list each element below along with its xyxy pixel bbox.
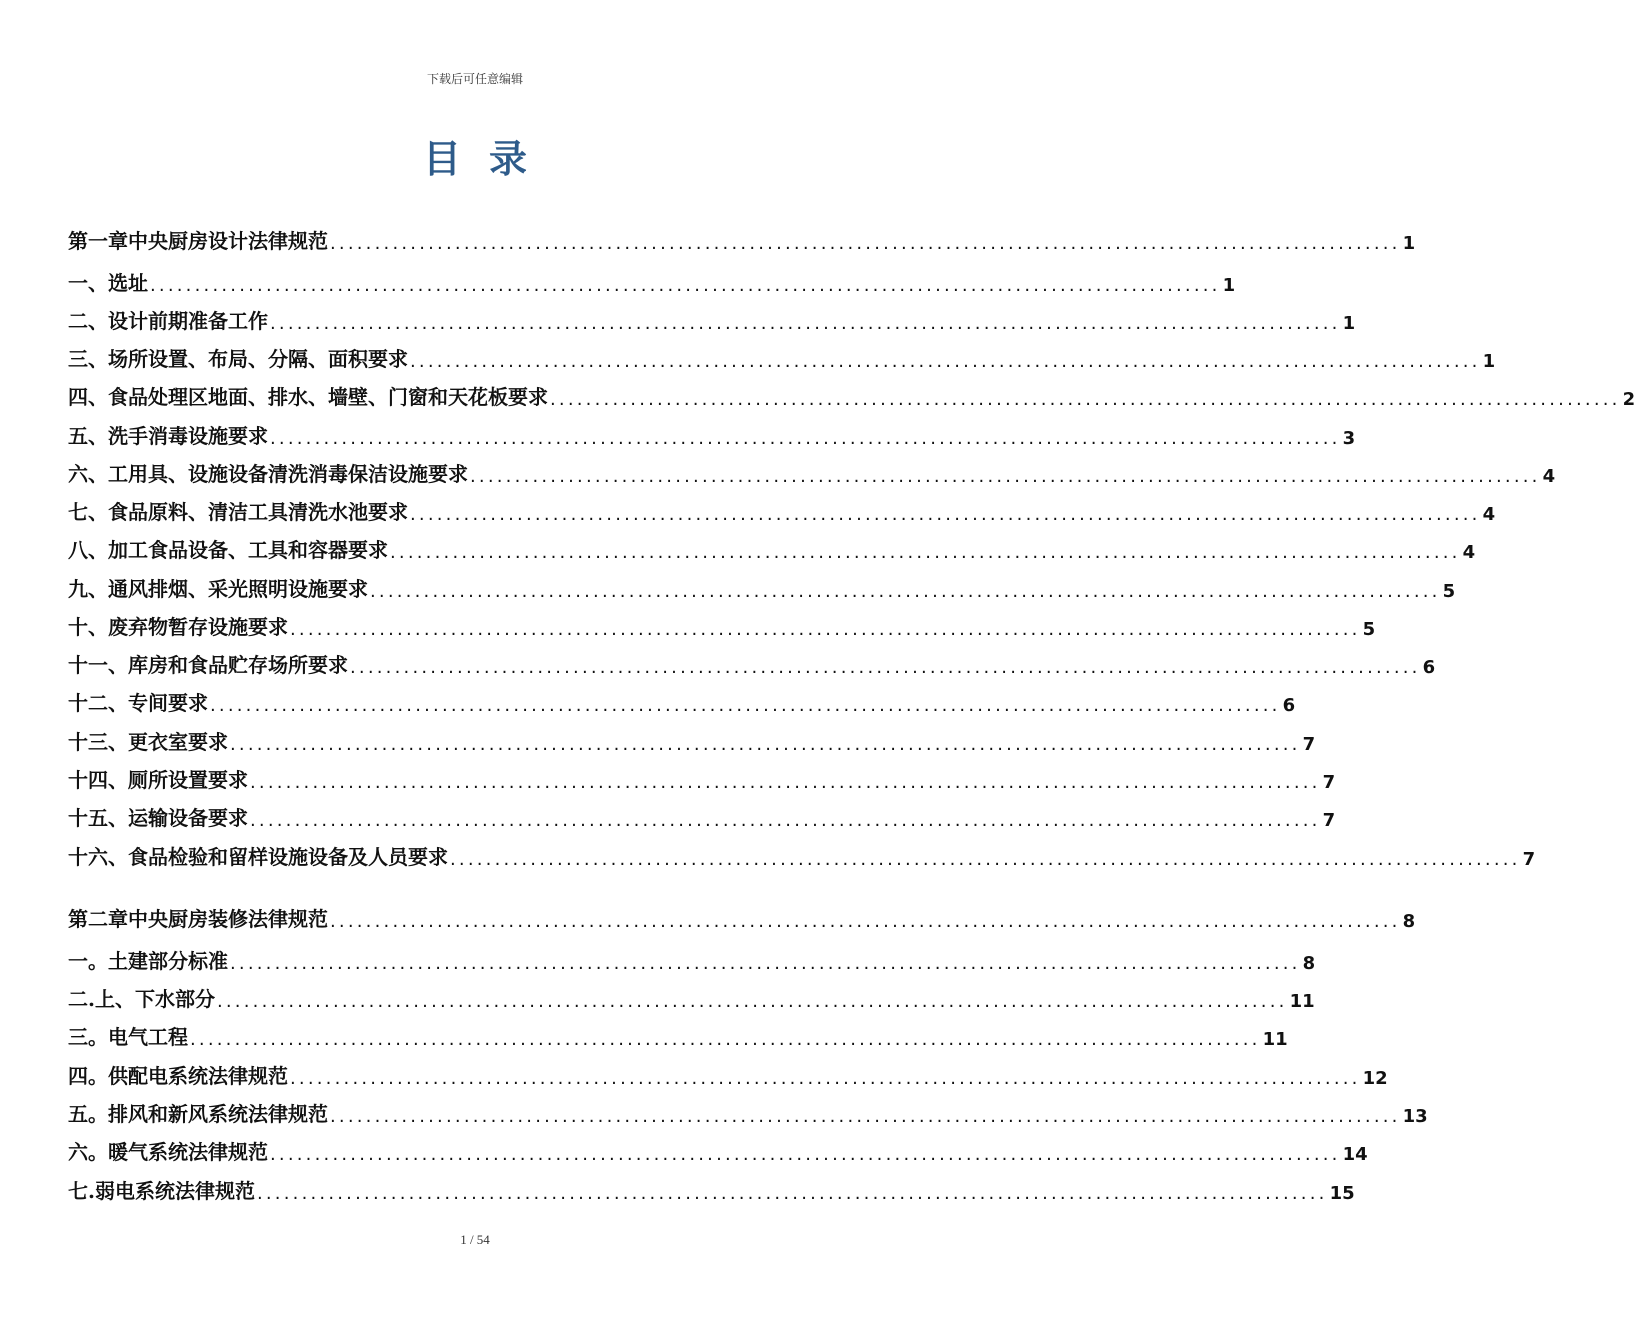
toc-dot-leader: ........................................................................................................................: [350, 657, 1421, 678]
toc-entry-title: 更衣室要求: [128, 730, 228, 754]
toc-entry[interactable]: [68, 763, 1336, 793]
toc-entry-number: 十三、: [68, 730, 128, 754]
toc-entry-page: 7: [1322, 772, 1336, 793]
toc-entry-title: 洗手消毒设施要求: [108, 424, 268, 448]
toc-dot-leader: ........................................................................................................................: [250, 772, 1321, 793]
toc-entry[interactable]: [68, 457, 1556, 487]
toc-dot-leader: ........................................................................................................................: [270, 1144, 1341, 1165]
toc-entry-page: 1: [1402, 233, 1416, 254]
toc-entry-title: 工用具、设施设备清洗消毒保洁设施要求: [108, 462, 468, 486]
toc-entry[interactable]: [68, 495, 1496, 525]
toc-dot-leader: ........................................................................................................................: [210, 695, 1281, 716]
toc-entry[interactable]: [68, 944, 1316, 974]
toc-entry-page: 14: [1342, 1144, 1368, 1165]
toc-entry-title: 土建部分标准: [108, 949, 228, 973]
toc-entry[interactable]: [68, 686, 1296, 716]
toc-entry-number: 四、: [68, 385, 108, 409]
toc-entry-number: 十、: [68, 615, 108, 639]
toc-entry[interactable]: [68, 380, 1635, 410]
toc-dot-leader: ........................................................................................................................: [390, 542, 1461, 563]
toc-entry-title: 排风和新风系统法律规范: [108, 1102, 328, 1126]
page-number-footer: 1 / 54: [460, 1232, 490, 1247]
toc-entry-title: 通风排烟、采光照明设施要求: [108, 577, 368, 601]
toc-entry[interactable]: [68, 224, 1416, 254]
toc-entry-title: 食品原料、清洁工具清洗水池要求: [108, 500, 408, 524]
toc-entry-number: 三、: [68, 347, 108, 371]
toc-entry-page: 4: [1482, 504, 1496, 525]
toc-entry-page: 8: [1302, 953, 1316, 974]
toc-entry-page: 2: [1622, 389, 1635, 410]
toc-entry-title: 食品处理区地面、排水、墙壁、门窗和天花板要求: [108, 385, 548, 409]
toc-entry[interactable]: [68, 840, 1536, 870]
toc-entry-number: 七.: [68, 1179, 95, 1203]
toc-entry-number: 五。: [68, 1102, 108, 1126]
toc-entry-number: 九、: [68, 577, 108, 601]
toc-entry[interactable]: [68, 533, 1476, 563]
toc-entry[interactable]: [68, 725, 1316, 755]
toc-entry[interactable]: [68, 1020, 1288, 1050]
toc-entry[interactable]: [68, 610, 1376, 640]
toc-dot-leader: ........................................................................................................................: [150, 275, 1221, 296]
toc-entry-number: 一。: [68, 949, 108, 973]
toc-entry-page: 1: [1342, 313, 1356, 334]
toc-entry-title: 加工食品设备、工具和容器要求: [108, 538, 388, 562]
toc-entry-number: 四。: [68, 1064, 108, 1088]
toc-entry-page: 15: [1329, 1183, 1355, 1204]
toc-entry-page: 5: [1362, 619, 1376, 640]
toc-entry[interactable]: [68, 902, 1416, 932]
toc-entry-title: 设计前期准备工作: [108, 309, 268, 333]
toc-dot-leader: ........................................................................................................................: [230, 953, 1301, 974]
toc-entry-title: 弱电系统法律规范: [94, 1179, 255, 1203]
toc-entry-number: 五、: [68, 424, 108, 448]
toc-entry-page: 12: [1362, 1068, 1388, 1089]
toc-entry[interactable]: [68, 1135, 1368, 1165]
toc-entry-number: 一、: [68, 271, 108, 295]
toc-dot-leader: ........................................................................................................................: [256, 1183, 1328, 1204]
toc-entry-page: 4: [1542, 466, 1556, 487]
toc-entry-page: 1: [1222, 275, 1236, 296]
toc-entry-number: 三。: [68, 1025, 108, 1049]
toc-entry-number: 十六、: [68, 845, 128, 869]
toc-entry-number: 十二、: [68, 691, 128, 715]
toc-entry-title: 运输设备要求: [128, 806, 248, 830]
toc-dot-leader: ........................................................................................................................: [216, 991, 1288, 1012]
toc-dot-leader: ........................................................................................................................: [330, 911, 1401, 932]
toc-dot-leader: ........................................................................................................................: [330, 1106, 1401, 1127]
toc-entry-page: 6: [1422, 657, 1436, 678]
toc-entry-page: 11: [1289, 991, 1315, 1012]
toc-entry-title: 供配电系统法律规范: [108, 1064, 288, 1088]
toc-entry-title: 中央厨房设计法律规范: [128, 229, 328, 253]
toc-dot-leader: ........................................................................................................................: [450, 849, 1521, 870]
toc-entry[interactable]: [68, 801, 1336, 831]
toc-entry-page: 5: [1442, 581, 1456, 602]
toc-entry-number: 六、: [68, 462, 108, 486]
toc-entry-title: 厕所设置要求: [128, 768, 248, 792]
page-title: 目录: [422, 136, 555, 181]
toc-entry-title: 上、下水部分: [94, 987, 215, 1011]
toc-entry-number: 七、: [68, 500, 108, 524]
toc-entry-page: 3: [1342, 428, 1356, 449]
toc-entry-number: 第二章: [68, 907, 128, 931]
toc-dot-leader: ........................................................................................................................: [410, 504, 1481, 525]
toc-entry-number: 十一、: [68, 653, 128, 677]
toc-entry[interactable]: [68, 304, 1356, 334]
toc-entry[interactable]: [68, 342, 1496, 372]
toc-entry-title: 库房和食品贮存场所要求: [128, 653, 348, 677]
toc-dot-leader: ........................................................................................................................: [270, 313, 1341, 334]
toc-entry-page: 4: [1462, 542, 1476, 563]
toc-entry-number: 十五、: [68, 806, 128, 830]
toc-dot-leader: ........................................................................................................................: [470, 466, 1541, 487]
toc-entry-title: 选址: [108, 271, 148, 295]
toc-entry[interactable]: [68, 1174, 1355, 1204]
toc-entry[interactable]: [68, 1059, 1388, 1089]
toc-dot-leader: ........................................................................................................................: [330, 233, 1401, 254]
toc-entry-number: 第一章: [68, 229, 128, 253]
toc-dot-leader: ........................................................................................................................: [370, 581, 1441, 602]
toc-entry-title: 暖气系统法律规范: [108, 1140, 268, 1164]
toc-entry-page: 11: [1262, 1029, 1288, 1050]
toc-entry-page: 7: [1302, 734, 1316, 755]
toc-entry-number: 二、: [68, 309, 108, 333]
toc-entry[interactable]: [68, 982, 1315, 1012]
toc-dot-leader: ........................................................................................................................: [410, 351, 1481, 372]
toc-entry-number: 十四、: [68, 768, 128, 792]
toc-entry-page: 13: [1402, 1106, 1428, 1127]
toc-entry-number: 八、: [68, 538, 108, 562]
toc-entry[interactable]: [68, 1097, 1428, 1127]
toc-dot-leader: ........................................................................................................................: [270, 428, 1341, 449]
toc-dot-leader: ........................................................................................................................: [190, 1029, 1261, 1050]
toc-dot-leader: ........................................................................................................................: [230, 734, 1301, 755]
toc-entry[interactable]: [68, 572, 1456, 602]
toc-entry[interactable]: [68, 648, 1436, 678]
toc-entry-number: 二.: [68, 987, 95, 1011]
toc-entry[interactable]: [68, 419, 1356, 449]
toc-entry-page: 7: [1322, 810, 1336, 831]
toc-entry-title: 废弃物暂存设施要求: [108, 615, 288, 639]
toc-dot-leader: ........................................................................................................................: [290, 619, 1361, 640]
toc-entry-title: 食品检验和留样设施设备及人员要求: [128, 845, 448, 869]
toc-entry-number: 六。: [68, 1140, 108, 1164]
toc-entry-title: 中央厨房装修法律规范: [128, 907, 328, 931]
toc-dot-leader: ........................................................................................................................: [250, 810, 1321, 831]
toc-entry-page: 6: [1282, 695, 1296, 716]
toc-entry-page: 7: [1522, 849, 1536, 870]
header-note: 下载后可任意编辑: [426, 72, 523, 86]
toc-entry-page: 1: [1482, 351, 1496, 372]
toc-entry-title: 电气工程: [108, 1025, 188, 1049]
toc-entry-page: 8: [1402, 911, 1416, 932]
toc-entry-title: 专间要求: [128, 691, 208, 715]
toc-entry-title: 场所设置、布局、分隔、面积要求: [108, 347, 408, 371]
toc-dot-leader: ........................................................................................................................: [550, 389, 1621, 410]
toc-entry[interactable]: [68, 266, 1236, 296]
toc-dot-leader: ........................................................................................................................: [290, 1068, 1361, 1089]
